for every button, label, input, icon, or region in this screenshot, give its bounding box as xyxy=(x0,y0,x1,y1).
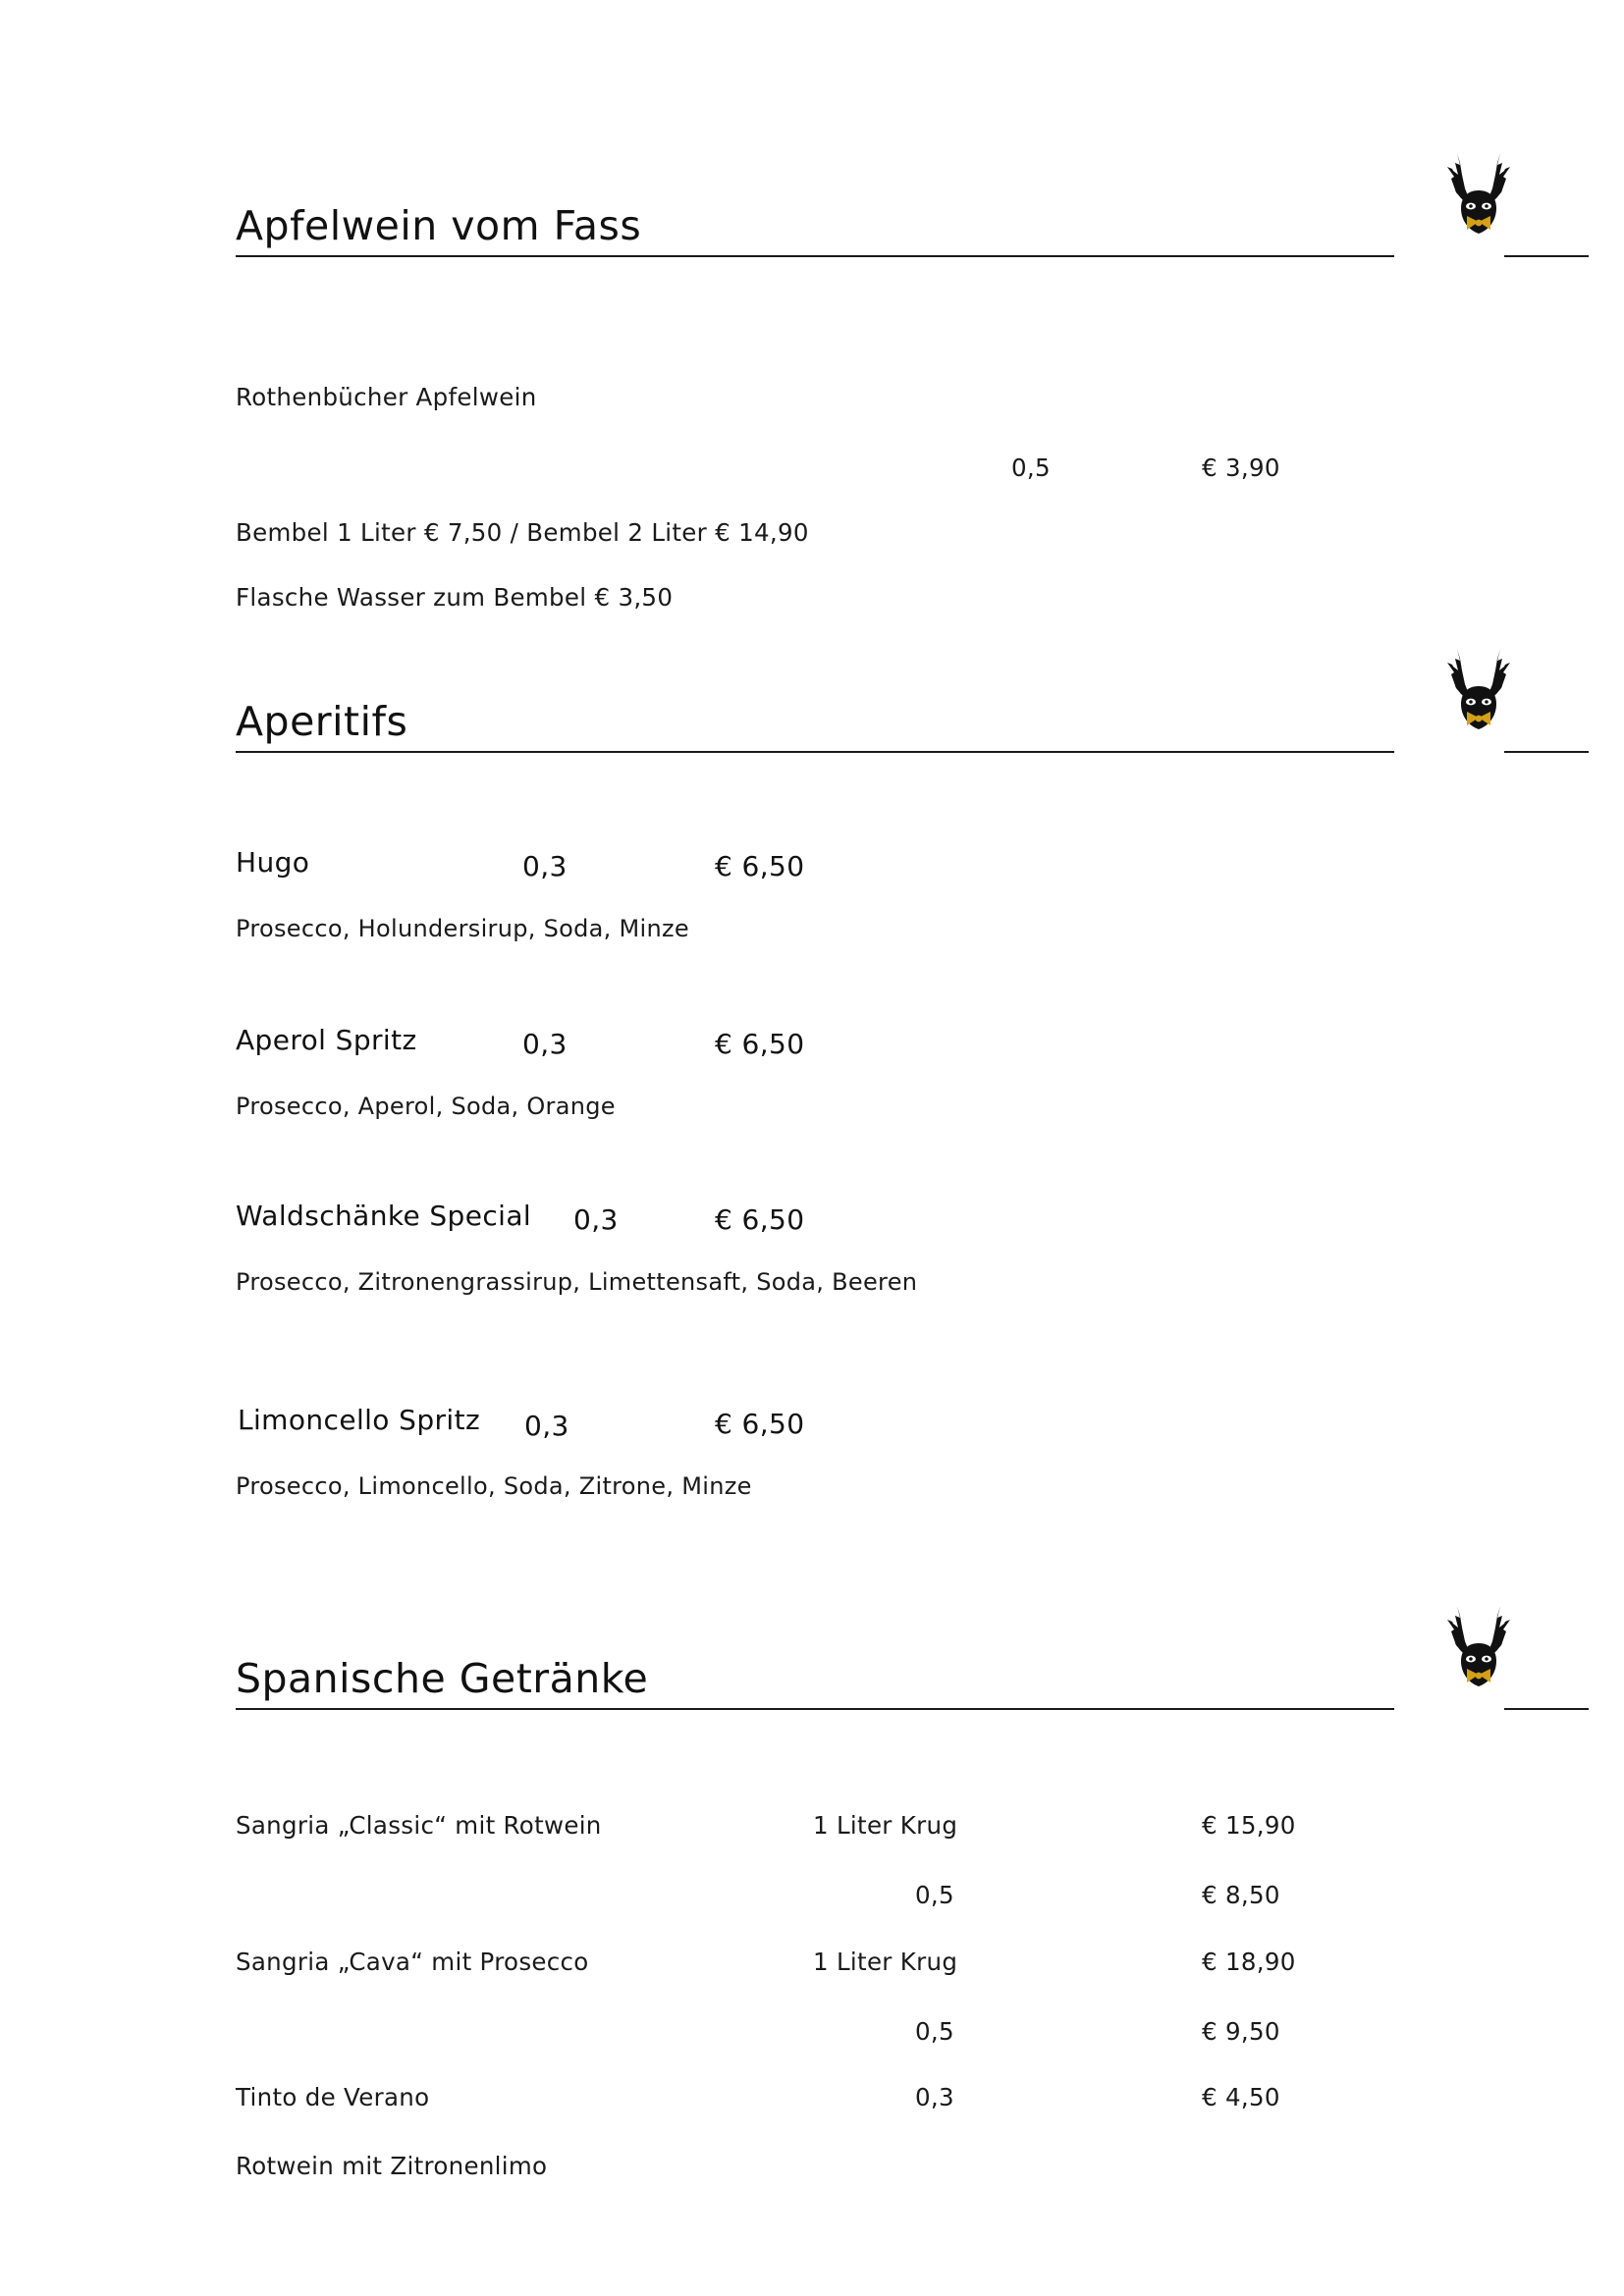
item-name: Sangria „Classic“ mit Rotwein xyxy=(236,1811,602,1840)
item-size: 1 Liter Krug xyxy=(813,1811,958,1840)
item-description: Rotwein mit Zitronenlimo xyxy=(236,2152,548,2180)
item-description: Prosecco, Limoncello, Soda, Zitrone, Minze xyxy=(236,1472,752,1500)
item-price-secondary: € 9,50 xyxy=(1202,2017,1280,2046)
deer-head-icon xyxy=(1428,149,1530,257)
section-title: Apfelwein vom Fass xyxy=(236,202,642,249)
item-price: € 6,50 xyxy=(715,850,805,882)
title-rule xyxy=(236,1708,1394,1710)
item-price: € 3,90 xyxy=(1202,454,1280,482)
item-name: Sangria „Cava“ mit Prosecco xyxy=(236,1948,589,1976)
item-name: Hugo xyxy=(236,846,310,879)
item-description: Prosecco, Holundersirup, Soda, Minze xyxy=(236,915,689,942)
item-name: Waldschänke Special xyxy=(236,1200,532,1232)
deer-head-icon xyxy=(1428,645,1530,753)
section-header-aperitifs xyxy=(236,692,1624,761)
item-price: € 6,50 xyxy=(715,1408,805,1440)
item-size: 0,5 xyxy=(1011,454,1051,482)
item-name: Limoncello Spritz xyxy=(238,1404,481,1436)
item-size-secondary: 0,5 xyxy=(915,2017,954,2046)
item-name: Rothenbücher Apfelwein xyxy=(236,383,537,411)
section-header-apfelwein xyxy=(236,196,1624,265)
deer-head-icon xyxy=(1428,1602,1530,1710)
item-name: Aperol Spritz xyxy=(236,1024,417,1056)
section-title: Spanische Getränke xyxy=(236,1655,649,1702)
menu-note: Bembel 1 Liter € 7,50 / Bembel 2 Liter € 14,90 xyxy=(236,518,809,547)
menu-note: Flasche Wasser zum Bembel € 3,50 xyxy=(236,583,674,612)
item-size: 0,3 xyxy=(522,850,568,882)
item-description: Prosecco, Aperol, Soda, Orange xyxy=(236,1093,616,1120)
item-price: € 18,90 xyxy=(1202,1948,1296,1976)
item-price: € 15,90 xyxy=(1202,1811,1296,1840)
item-name: Tinto de Verano xyxy=(236,2083,430,2111)
title-rule xyxy=(236,255,1394,257)
item-price-secondary: € 8,50 xyxy=(1202,1881,1280,1909)
item-price: € 4,50 xyxy=(1202,2083,1280,2111)
item-price: € 6,50 xyxy=(715,1203,805,1236)
section-header-spanische-getraenke xyxy=(236,1649,1624,1718)
item-size: 1 Liter Krug xyxy=(813,1948,958,1976)
item-description: Prosecco, Zitronengrassirup, Limettensaft, Soda, Beeren xyxy=(236,1268,918,1296)
item-size: 0,3 xyxy=(524,1410,569,1442)
section-title: Aperitifs xyxy=(236,698,408,745)
item-price: € 6,50 xyxy=(715,1028,805,1060)
item-size-secondary: 0,5 xyxy=(915,1881,954,1909)
item-size: 0,3 xyxy=(573,1203,619,1236)
item-size: 0,3 xyxy=(522,1028,568,1060)
item-size: 0,3 xyxy=(915,2083,954,2111)
title-rule xyxy=(236,751,1394,753)
